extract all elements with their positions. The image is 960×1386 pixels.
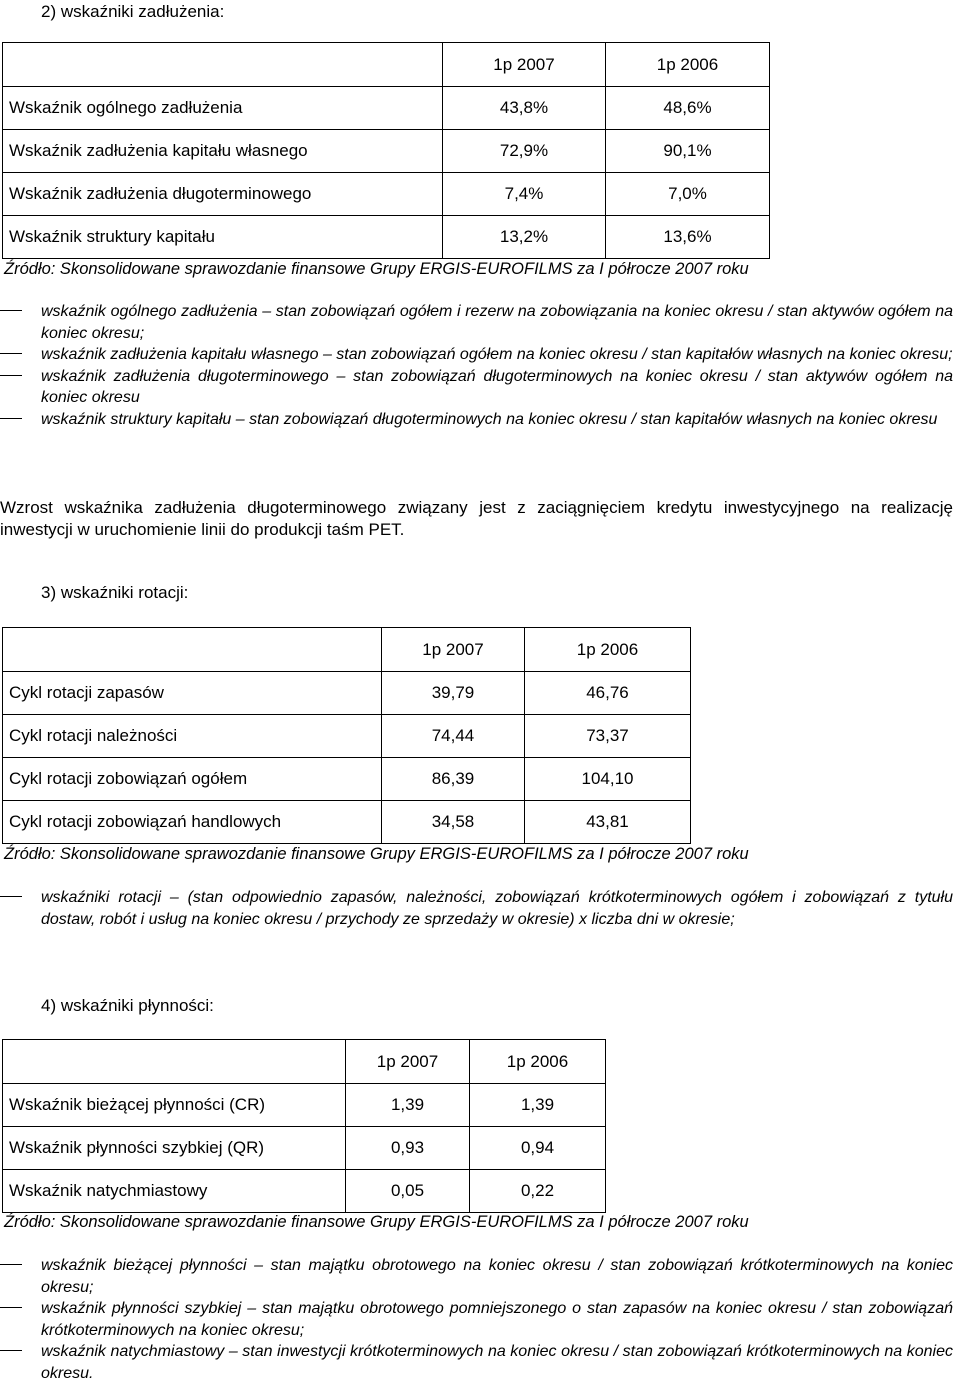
value-cell: 72,9% <box>443 130 606 173</box>
header-cell: 1p 2007 <box>346 1040 470 1084</box>
table-row <box>3 715 691 758</box>
dash-bullet-icon <box>0 344 22 366</box>
debt-ratios-table <box>2 42 770 259</box>
value-cell: 13,6% <box>606 216 770 259</box>
value-cell: 1,39 <box>346 1084 470 1127</box>
row-label: Cykl rotacji należności <box>3 715 382 758</box>
row-label: Wskaźnik zadłużenia kapitału własnego <box>3 130 443 173</box>
header-cell: 1p 2007 <box>443 43 606 87</box>
dash-bullet-icon <box>0 1341 22 1363</box>
row-label: Wskaźnik bieżącej płynności (CR) <box>3 1084 346 1127</box>
dash-bullet-icon <box>0 887 22 909</box>
table-row <box>3 1127 606 1170</box>
definition-text: wskaźnik natychmiastowy – stan inwestycji krótkoterminowych na koniec okresu / stan zobowiązań krótkoterminowych na koniec okresu. <box>41 1343 953 1382</box>
section-heading-debt: 2) wskaźniki zadłużenia: <box>41 2 225 21</box>
definition-text: wskaźnik ogólnego zadłużenia – stan zobowiązań ogółem i rezerw na zobowiązania na koniec okresu / stan aktywów ogółem na koniec okresu; <box>41 303 953 342</box>
definition-item <box>0 344 953 366</box>
table-row <box>3 87 770 130</box>
definitions-list <box>0 301 953 430</box>
value-cell: 90,1% <box>606 130 770 173</box>
value-cell: 0,22 <box>470 1170 606 1213</box>
value-cell: 73,37 <box>525 715 691 758</box>
value-cell: 0,94 <box>470 1127 606 1170</box>
row-label: Wskaźnik zadłużenia długoterminowego <box>3 173 443 216</box>
table-row <box>3 216 770 259</box>
header-cell <box>3 628 382 672</box>
commentary-paragraph: Wzrost wskaźnika zadłużenia długoterminowego związany jest z zaciągnięciem kredytu inwestycyjnego na realizację inwestycji w uruchomienie linii do produkcji taśm PET. <box>0 498 953 539</box>
definition-text: wskaźnik zadłużenia długoterminowego – stan zobowiązań długoterminowych na koniec okresu / stan aktywów ogółem na koniec okresu <box>41 367 953 406</box>
value-cell: 43,8% <box>443 87 606 130</box>
definition-item <box>0 301 953 344</box>
value-cell: 34,58 <box>382 801 525 844</box>
liquidity-ratios-table <box>2 1039 606 1213</box>
row-label: Wskaźnik struktury kapitału <box>3 216 443 259</box>
value-cell: 39,79 <box>382 672 525 715</box>
definition-text: wskaźnik bieżącej płynności – stan majątku obrotowego na koniec okresu / stan zobowiązań krótkoterminowych na koniec okresu; <box>41 1257 953 1296</box>
dash-bullet-icon <box>0 301 22 323</box>
row-label: Cykl rotacji zapasów <box>3 672 382 715</box>
definition-text: wskaźnik zadłużenia kapitału własnego – stan zobowiązań ogółem na koniec okresu / stan kapitałów własnych na koniec okresu; <box>41 346 953 363</box>
dash-bullet-icon <box>0 1255 22 1277</box>
table-row <box>3 758 691 801</box>
definitions-list <box>0 887 953 930</box>
table-row <box>3 1170 606 1213</box>
definition-item <box>0 366 953 409</box>
definition-item <box>0 1255 953 1298</box>
header-cell: 1p 2006 <box>606 43 770 87</box>
definition-item <box>0 409 953 431</box>
definition-text: wskaźnik płynności szybkiej – stan majątku obrotowego pomniejszonego o stan zapasów na koniec okresu / stan zobowiązań krótkoterminowych na koniec okresu; <box>41 1300 953 1339</box>
definition-text: wskaźnik struktury kapitału – stan zobowiązań długoterminowych na koniec okresu / stan kapitałów własnych na koniec okresu <box>41 410 938 428</box>
value-cell: 1,39 <box>470 1084 606 1127</box>
table-row <box>3 672 691 715</box>
row-label: Cykl rotacji zobowiązań handlowych <box>3 801 382 844</box>
definition-item <box>0 887 953 930</box>
dash-bullet-icon <box>0 1298 22 1320</box>
value-cell: 13,2% <box>443 216 606 259</box>
table-header-row <box>3 43 770 87</box>
row-label: Cykl rotacji zobowiązań ogółem <box>3 758 382 801</box>
value-cell: 7,4% <box>443 173 606 216</box>
table-header-row <box>3 1040 606 1084</box>
header-cell <box>3 1040 346 1084</box>
definitions-list <box>0 1255 953 1384</box>
table-row <box>3 130 770 173</box>
turnover-ratios-table <box>2 627 691 844</box>
header-cell: 1p 2007 <box>382 628 525 672</box>
value-cell: 7,0% <box>606 173 770 216</box>
table-header-row <box>3 628 691 672</box>
table-row <box>3 801 691 844</box>
source-note: Źródło: Skonsolidowane sprawozdanie finansowe Grupy ERGIS-EUROFILMS za I półrocze 2007 roku <box>4 260 749 278</box>
dash-bullet-icon <box>0 409 22 431</box>
value-cell: 104,10 <box>525 758 691 801</box>
source-note: Źródło: Skonsolidowane sprawozdanie finansowe Grupy ERGIS-EUROFILMS za I półrocze 2007 roku <box>4 1213 749 1231</box>
dash-bullet-icon <box>0 366 22 388</box>
section-heading-liquidity: 4) wskaźniki płynności: <box>41 996 214 1015</box>
definition-item <box>0 1298 953 1341</box>
row-label: Wskaźnik ogólnego zadłużenia <box>3 87 443 130</box>
row-label: Wskaźnik płynności szybkiej (QR) <box>3 1127 346 1170</box>
value-cell: 0,93 <box>346 1127 470 1170</box>
value-cell: 43,81 <box>525 801 691 844</box>
value-cell: 0,05 <box>346 1170 470 1213</box>
table-row <box>3 1084 606 1127</box>
header-cell: 1p 2006 <box>470 1040 606 1084</box>
definition-text: wskaźniki rotacji – (stan odpowiednio zapasów, należności, zobowiązań krótkoterminowych ogółem i zobowiązań z tytułu dostaw, robót i usług na koniec okresu / przychody ze sprzedaży w okresie) x liczba dni w okresie; <box>41 889 953 928</box>
value-cell: 86,39 <box>382 758 525 801</box>
header-cell <box>3 43 443 87</box>
section-heading-turnover: 3) wskaźniki rotacji: <box>41 583 189 602</box>
value-cell: 48,6% <box>606 87 770 130</box>
value-cell: 74,44 <box>382 715 525 758</box>
value-cell: 46,76 <box>525 672 691 715</box>
source-note: Źródło: Skonsolidowane sprawozdanie finansowe Grupy ERGIS-EUROFILMS za I półrocze 2007 roku <box>4 845 749 863</box>
definition-item <box>0 1341 953 1384</box>
header-cell: 1p 2006 <box>525 628 691 672</box>
table-row <box>3 173 770 216</box>
row-label: Wskaźnik natychmiastowy <box>3 1170 346 1213</box>
